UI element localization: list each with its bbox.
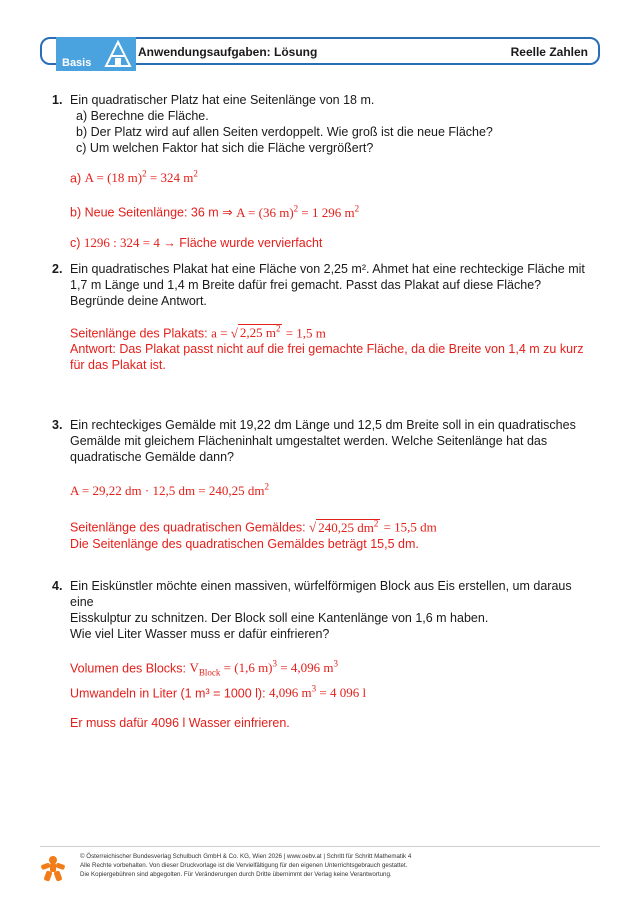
solution-area: A = 29,22 dm · 12,5 dm = 240,25 $dm^2$ [70, 482, 269, 499]
solution-side-length: Seitenlänge des Plakats: a = √ 2,25 $m^2 = 1,5$ m [70, 324, 326, 341]
pyramid-icon [104, 40, 132, 68]
publisher-logo-icon [40, 854, 66, 882]
question-line: c) Um welchen Faktor hat sich die Fläche vergrößert? [76, 141, 374, 155]
footer-divider [40, 846, 600, 847]
task-4 [52, 578, 597, 731]
question-line: Ein quadratisches Plakat hat eine Fläche von 2,25 m². Ahmet hat eine rechteckige Fläche mit [70, 262, 585, 276]
footer-line: © Österreichischer Bundesverlag Schulbuch GmbH & Co. KG, Wien 2026 | www.oebv.at | Schritt für Schritt Mathematik 4 [80, 853, 412, 860]
question-line: Wie viel Liter Wasser muss er dafür einfrieren? [70, 627, 330, 641]
question-line: Ein rechteckiges Gemälde mit 19,22 dm Länge und 12,5 dm Breite soll in ein quadratisches [70, 418, 576, 432]
solution-c: c) 1296 : 324 = 4 → Fläche wurde vervierfacht [70, 234, 323, 250]
question-line: b) Der Platz wird auf allen Seiten verdoppelt. Wie groß ist die neue Fläche? [76, 125, 493, 139]
basis-label: Basis [62, 57, 92, 69]
question-line: 1,7 m Länge und 1,4 m Breite dafür frei gemacht. Passt das Plakat auf diese Fläche? [70, 278, 542, 292]
solution-volume: Volumen des Blocks: $V_{Block} = (1,6$ m)$^3$ = 4,096 $m^3$ [70, 659, 338, 678]
page-topic: Reelle Zahlen [510, 45, 588, 59]
solution-side-length: Seitenlänge des quadratischen Gemäldes: √ 240,25 $dm^2 = 15,5$ dm [70, 518, 437, 535]
task-number: 2. [52, 262, 63, 276]
answer-line: für das Plakat ist. [70, 358, 166, 373]
answer-line: Antwort: Das Plakat passt nicht auf die frei gemachte Fläche, da die Breite von 1,4 m zu kurz [70, 342, 584, 357]
task-number: 1. [52, 93, 63, 107]
question-line: a) Berechne die Fläche. [76, 109, 209, 123]
question-line: Ein Eiskünstler möchte einen massiven, würfelförmigen Block aus Eis erstellen, um daraus eine [70, 579, 572, 609]
footer-line: Alle Rechte vorbehalten. Von dieser Druckvorlage ist die Vervielfältigung für den eigenen Unterrichtsgebrauch gestattet. [80, 862, 408, 869]
answer-line: Die Seitenlänge des quadratischen Gemäldes beträgt 15,5 dm. [70, 536, 419, 551]
solution-conversion: Umwandeln in Liter (1 m³ = 1000 l): 4,096 $m^3 = 4$ 096 l [70, 683, 367, 701]
footer-line: Die Kopiergebühren sind abgegolten. Für Veränderungen durch Dritte übernimmt der Verlag keine Verantwortung. [80, 871, 392, 878]
task-number: 4. [52, 579, 63, 593]
question-line: quadratische Gemälde dann? [70, 450, 235, 464]
task-1 [52, 92, 597, 251]
page-header [40, 37, 600, 69]
question-line: Eisskulptur zu schnitzen. Der Block soll eine Kantenlänge von 1,6 m haben. [70, 611, 489, 625]
solution-b: b) Neue Seitenlänge: 36 m ⇒ A = (36 m)$^2$ = 1 296 $m^2$ [70, 203, 360, 220]
question-line: Gemälde mit gleichem Flächeninhalt umgestaltet werden. Welche Seitenlänge hat das [70, 434, 548, 448]
answer-line: Er muss dafür 4096 l Wasser einfrieren. [70, 716, 290, 731]
task-number: 3. [52, 418, 63, 432]
question-line: Begründe deine Antwort. [70, 294, 207, 308]
solution-a: a) A = (18 m)$^2$ = 324 $m^2$ [70, 169, 198, 186]
question-line: Ein quadratischer Platz hat eine Seitenlänge von 18 m. [70, 93, 375, 107]
task-3 [52, 417, 597, 552]
task-2 [52, 261, 597, 373]
basis-badge [56, 37, 136, 71]
page-title: Anwendungsaufgaben: Lösung [138, 45, 318, 59]
